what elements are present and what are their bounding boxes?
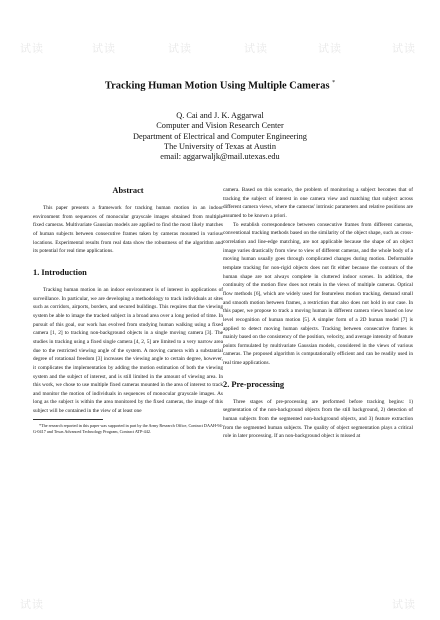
abstract-text: This paper presents a framework for tracking human motion in an indoor environment from sequences of monocular grayscale images obtained from multiple fixed cameras. Multivariate Gaussian models are applied to find the most likely matches of human subjects between consecutive frames taken by cameras mounted in various locations. Experimental results from real data show the robustness of the algorithm and its potential for real time applications.: [33, 205, 223, 255]
author-block: [0, 111, 440, 162]
right-column: [223, 186, 413, 441]
watermark: 试读: [318, 42, 342, 55]
affiliation-line: Department of Electrical and Computer Engineering: [133, 131, 307, 141]
introduction-section: [33, 268, 223, 416]
paper-title: [0, 80, 440, 92]
title-text: Tracking Human Motion Using Multiple Cameras: [104, 80, 330, 92]
footnote-divider: [33, 419, 103, 420]
author-email: email: aggarwaljk@mail.utexas.edu: [160, 152, 280, 162]
body-paragraph: camera. Based on this scenario, the problem of monitoring a subject becomes that of tracking the subject of interest in one camera view and matching that subject across different camera views, where the cameras' intrinsic parameters and relative positions are assumed to be known a priori.: [223, 187, 413, 219]
introduction-heading: 1. Introduction: [33, 267, 87, 277]
abstract-heading: Abstract: [112, 186, 144, 195]
watermark: 试读: [392, 598, 416, 611]
footnote: *The research reported in this paper was supported in part by the Army Research Office, Contract DAAH-94-G-0417 and Texas Advanced Technology Program, Contract ATP-442.: [33, 422, 223, 434]
body-paragraph: To establish correspondence between consecutive frames from different cameras, conventional tracking methods based on the similarity of the object shape, such as cross-correlation and line-edge matching, are not applicable because the shape of an object image varies drastically from view to view of different cameras, and the whole body of a moving human usually goes through complicated changes during motion. Deformable template tracking for non-rigid objects does not fit either because the contours of the human shape are not always complete in cluttered indoor scenes. In addition, the continuity of the motion flow does not retain in the views of multiple cameras. Optical flow methods [6], which are widely used for featureless motion tracking, demand small and smooth motion between frames, a restriction that also does not hold in our case. In this paper, we propose to track a moving human in different camera views based on low level recognition of human motion [5]. A simpler form of a 2D human model [7] is applied to detect moving human subjects. Tracking between consecutive frames is mainly based on the consistency of the position, velocity, and average intensity of feature points formulated by multivariate Gaussian models, considered in the views of various cameras. The proposed algorithm is computationally efficient and can be readily used in real time applications.: [223, 221, 413, 367]
introduction-paragraph: Tracking human motion in an indoor environment is of interest in applications of surveillance. In particular, we are developing a methodology to track individuals at sites such as corridors, airports, borders, and secured buildings. This requires that the viewing system be able to image the tracked subject in a broad area over a long period of time. In pursuit of this goal, our work has evolved from studying human walking using a fixed camera [1, 2] to tracking non-background objects in a single moving camera [3]. The studies in tracking using a fixed single camera [4, 2, 5] are limited to a very narrow area due to the restricted viewing angle of the system. A moving camera with a substantial degree of rotational freedom [3] increases the viewing angle to certain degree, however, it complicates the implementation by adding the motion estimation of both the viewing system and the subject of interest, and is still limited in the amount of viewing area. In this work, we chose to use multiple fixed cameras mounted in the area of interest to track and monitor the motion of individuals in sequences of monocular grayscale images. As long as the subject is within the area monitored by the fixed cameras, the image of this subject will be contained in the view of at least one: [33, 286, 223, 415]
watermark: 试读: [392, 42, 416, 55]
preprocessing-heading: 2. Pre-processing: [223, 379, 285, 389]
abstract-section: [33, 186, 223, 256]
watermark: 试读: [92, 42, 116, 55]
watermark: 试读: [168, 42, 192, 55]
affiliation-line: Computer and Vision Research Center: [156, 121, 284, 131]
preprocessing-section: [223, 380, 413, 441]
preprocessing-paragraph: Three stages of pre-processing are performed before tracking begins: 1) segmentation of the non-background objects from the still background, 2) detection of human subjects from the segmented non-background objects, and 3) feature extraction from the segmented human subjects. The quality of object segmentation plays a critical role in later processing. If an non-background object is missed at: [223, 398, 413, 440]
title-footnote-mark: *: [332, 80, 336, 86]
watermark: 试读: [20, 42, 44, 55]
watermark: 试读: [20, 598, 44, 611]
affiliation-line: The University of Texas at Austin: [164, 141, 276, 151]
author-names: Q. Cai and J. K. Aggarwal: [176, 111, 264, 120]
left-column: [33, 186, 223, 435]
watermark: 试读: [244, 42, 268, 55]
